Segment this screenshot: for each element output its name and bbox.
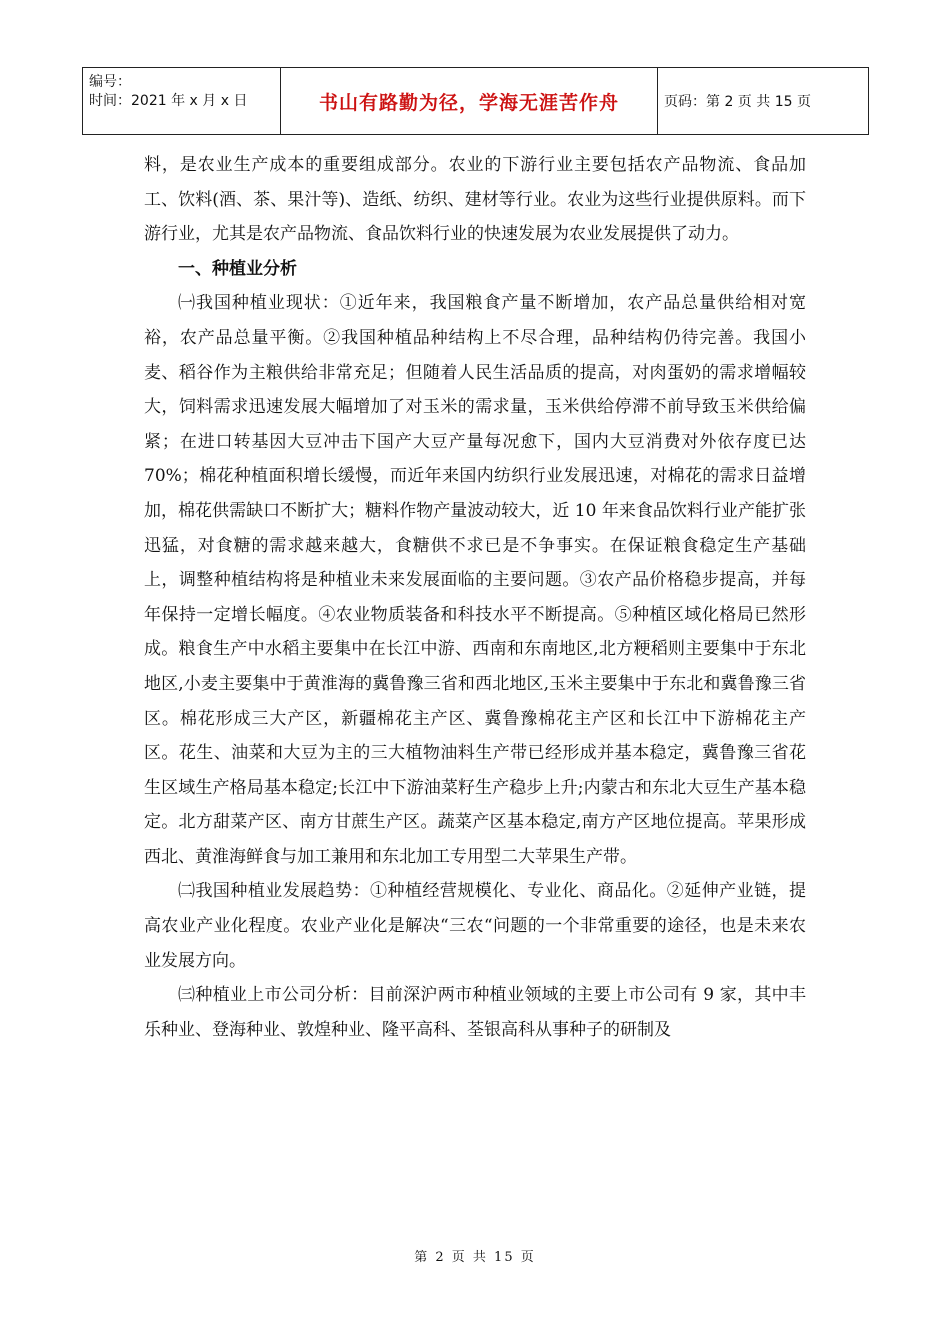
body-paragraph-1: 料，是农业生产成本的重要组成部分。农业的下游行业主要包括农产品物流、食品加工、饮料(酒、茶、果汁等)、造纸、纺织、建材等行业。农业为这些行业提供原料。而下游行业，尤其是农产品物流、食品饮料行业的快速发展为农业发展提供了动力。 xyxy=(144,155,806,245)
page-header xyxy=(82,67,869,135)
document-body xyxy=(144,148,806,1047)
header-left-cell xyxy=(83,68,281,134)
page-footer: 第 2 页 共 15 页 xyxy=(414,1250,536,1265)
section-heading: 一、种植业分析 xyxy=(178,258,297,279)
body-paragraph-2: ㈠我国种植业现状：①近年来，我国粮食产量不断增加，农产品总量供给相对宽裕，农产品总量平衡。②我国种植品种结构上不尽合理，品种结构仍待完善。我国小麦、稻谷作为主粮供给非常充足；但随着人民生活品质的提高，对肉蛋奶的需求增幅较大，饲料需求迅速发展大幅增加了对玉米的需求量，玉米供给停滞不前导致玉米供给偏紧；在进口转基因大豆冲击下国产大豆产量每况愈下，国内大豆消费对外依存度已达 70%；棉花种植面积增长缓慢，而近年来国内纺织行业发展迅速，对棉花的需求日益增加，棉花供需缺口不断扩大；糖料作物产量波动较大，近 10 年来食品饮料行业产能扩张迅猛，对食糖的需求越来越大，食糖供不求已是不争事实。在保证粮食稳定生产基础上，调整种植结构将是种植业未来发展面临的主要问题。③农产品价格稳步提高，并每年保持一定增长幅度。④农业物质装备和科技水平不断提高。⑤种植区域化格局已然形成。粮食生产中水稻主要集中在长江中游、西南和东南地区,北方粳稻则主要集中于东北地区,小麦主要集中于黄淮海的冀鲁豫三省和西北地区,玉米主要集中于东北和冀鲁豫三省区。棉花形成三大产区，新疆棉花主产区、冀鲁豫棉花主产区和长江中下游棉花主产区。花生、油菜和大豆为主的三大植物油料生产带已经形成并基本稳定，冀鲁豫三省花生区域生产格局基本稳定;长江中下游油菜籽生产稳步上升;内蒙古和东北大豆生产基本稳定。北方甜菜产区、南方甘蔗生产区。蔬菜产区基本稳定,南方产区地位提高。苹果形成西北、黄淮海鲜食与加工兼用和东北加工专用型二大苹果生产带。 xyxy=(144,293,806,867)
body-paragraph-3: ㈡我国种植业发展趋势：①种植经营规模化、专业化、商品化。②延伸产业链，提高农业产业化程度。农业产业化是解决“三农“问题的一个非常重要的途径，也是未来农业发展方向。 xyxy=(144,881,806,971)
header-motto: 书山有路勤为径，学海无涯苦作舟 xyxy=(281,68,658,134)
document-number-label: 编号： xyxy=(89,74,131,90)
header-page-info: 页码：第 2 页 共 15 页 xyxy=(664,94,811,110)
body-paragraph-4: ㈢种植业上市公司分析：目前深沪两市种植业领域的主要上市公司有 9 家，其中丰乐种业、登海种业、敦煌种业、隆平高科、荃银高科从事种子的研制及 xyxy=(144,985,806,1040)
document-time-label: 时间：2021 年 x 月 x 日 xyxy=(89,93,248,109)
